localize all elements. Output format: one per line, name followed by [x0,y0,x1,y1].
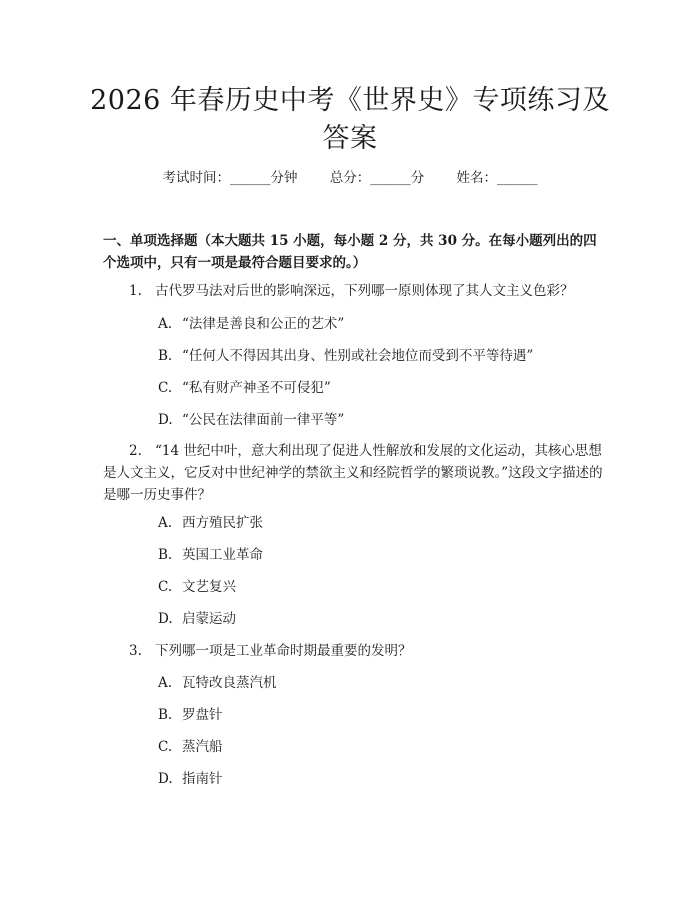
option-letter: A. [158,316,173,332]
q1-option-d [158,410,598,430]
question-2 [103,440,603,506]
total-score-field: 总分：______分 [329,170,425,186]
option-letter: B. [158,348,173,364]
option-text: 启蒙运动 [182,611,236,627]
student-name-field: 姓名：______ [456,170,538,186]
exam-info-line [0,168,700,188]
option-letter: B. [158,707,173,723]
question-text: “14 世纪中叶，意大利出现了促进人性解放和发展的文化运动，其核心思想是人文主义，它反对中世纪神学的禁欲主义和经院哲学的繁琐说教。”这段文字描述的是哪一历史事件？ [103,443,603,503]
q2-option-d [158,609,598,629]
exam-time-field: 考试时间：______分钟 [162,170,298,186]
section-heading: 一、单项选择题（本大题共 15 小题，每小题 2 分，共 30 分。在每小题列出的四个选项中，只有一项是最符合题目要求的。） [103,233,597,271]
option-letter: C. [158,739,173,755]
question-number: 3. [129,643,142,659]
q2-option-b [158,545,598,565]
q1-option-b [158,346,598,366]
option-text: 罗盘针 [182,707,223,723]
q2-option-c [158,577,598,597]
question-text: 下列哪一项是工业革命时期最重要的发明？ [155,643,412,659]
option-text: 指南针 [182,771,223,787]
option-text: 英国工业革命 [182,547,263,563]
option-text: “私有财产神圣不可侵犯” [182,380,331,396]
question-text: 古代罗马法对后世的影响深远，下列哪一原则体现了其人文主义色彩？ [155,283,574,299]
q2-option-a [158,513,598,533]
q3-option-c [158,737,598,757]
option-text: 瓦特改良蒸汽机 [182,675,277,691]
option-text: 文艺复兴 [182,579,236,595]
document-title: 2026 年春历史中考《世界史》专项练习及答案 [90,85,610,154]
option-text: “公民在法律面前一律平等” [182,412,345,428]
question-number: 2. [129,443,142,459]
option-letter: A. [158,515,173,531]
q3-option-b [158,705,598,725]
option-letter: D. [158,412,173,428]
option-letter: D. [158,611,173,627]
question-1 [103,280,603,302]
option-text: “任何人不得因其出身、性别或社会地位而受到不平等待遇” [182,348,534,364]
question-number: 1. [129,283,142,299]
option-letter: B. [158,547,173,563]
option-text: 蒸汽船 [182,739,223,755]
q3-option-a [158,673,598,693]
option-text: “法律是善良和公正的艺术” [182,316,345,332]
option-letter: A. [158,675,173,691]
option-text: 西方殖民扩张 [182,515,263,531]
q3-option-d [158,769,598,789]
q1-option-a [158,314,598,334]
option-letter: C. [158,579,173,595]
option-letter: C. [158,380,173,396]
q1-option-c [158,378,598,398]
option-letter: D. [158,771,173,787]
question-3 [103,640,603,662]
